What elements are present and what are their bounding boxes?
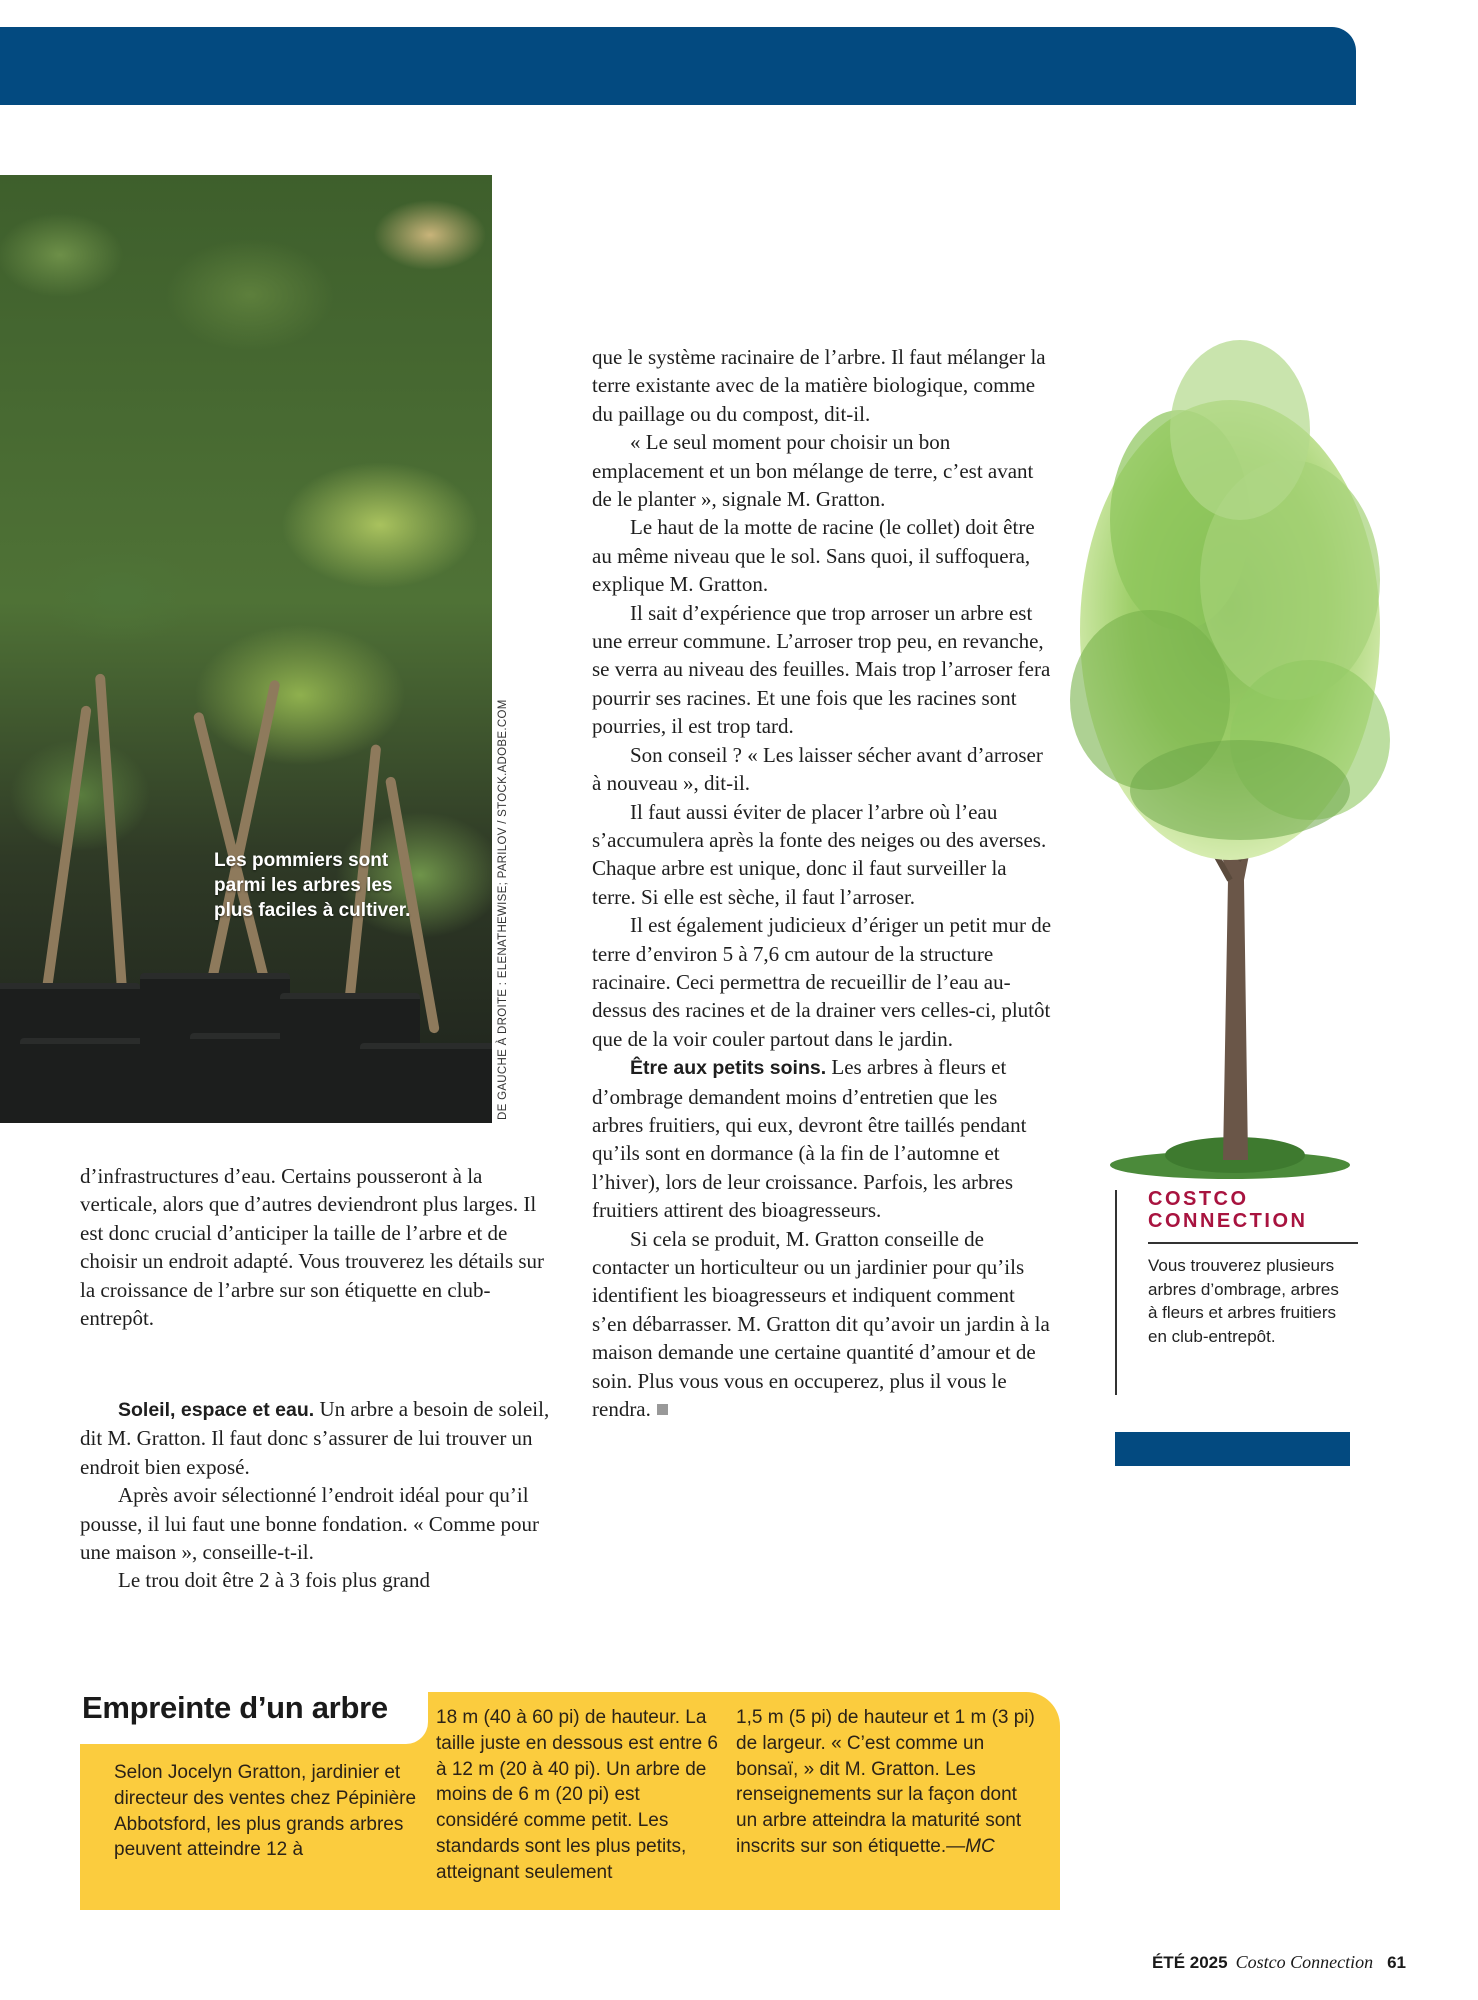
box-title: Empreinte d’un arbre xyxy=(82,1690,388,1725)
byline: —MC xyxy=(946,1835,995,1857)
paragraph: « Le seul moment pour choisir un bon emplacement et un bon mélange de terre, c’est avant de le planter », signale M. Gratton. xyxy=(592,430,1034,512)
sidebar-blue-bar xyxy=(1115,1432,1350,1466)
paragraph: Soleil, espace et eau. Un arbre a besoin de soleil, dit M. Gratton. Il faut donc s’assurer de lui trouver un endroit bien exposé. xyxy=(80,1397,550,1479)
section-lead-in: Être aux petits soins. xyxy=(630,1057,827,1080)
article-column-middle xyxy=(592,343,1052,1423)
paragraph: d’infrastructures d’eau. Certains pousseront à la verticale, alors que d’autres deviendront plus larges. Il est donc crucial d’anticiper la taille de l’arbre et de choisir un endroit adapté. Vous trouverez les détails sur la croissance de l’arbre sur son étiquette en club-entrepôt. xyxy=(80,1164,545,1331)
box-column-1: Selon Jocelyn Gratton, jardinier et directeur des ventes chez Pépinière Abbotsford, les plus grands arbres peuvent atteindre 12 à xyxy=(114,1762,417,1861)
paragraph: Son conseil ? « Les laisser sécher avant d’arroser à nouveau », dit-il. xyxy=(592,742,1043,796)
sidebar-rule xyxy=(1115,1190,1117,1395)
paragraph: Le haut de la motte de racine (le collet) doit être au même niveau que le sol. Sans quoi, il suffoquera, explique M. Gratton. xyxy=(592,515,1035,597)
paragraph: Le trou doit être 2 à 3 fois plus grand xyxy=(118,1568,431,1593)
pots-row xyxy=(0,923,492,1123)
tree-stem xyxy=(200,679,280,1014)
costco-connection-text: Vous trouverez plusieurs arbres d’ombrage, arbres à fleurs et arbres fruitiers en club-entrepôt. xyxy=(1148,1256,1339,1346)
paragraph: Être aux petits soins. Les arbres à fleurs et d’ombrage demandent moins d’entretien que les arbres fruitiers, qui eux, devront être taillés pendant qu’ils sont en dormance (à la fin de l’automne et l’hiver), lors de leur croissance. Parfois, les arbres fruitiers attirent des bioagresseurs. xyxy=(592,1055,1027,1223)
section-lead-in: Soleil, espace et eau. xyxy=(118,1399,315,1421)
tree-stem xyxy=(95,674,130,1034)
header-banner xyxy=(0,27,1356,105)
paragraph: Il faut aussi éviter de placer l’arbre où l’eau s’accumulera après la fonte des neiges ou des averses. Chaque arbre est unique, donc il faut surveiller la terre. Si elle est sèche, il faut l’arroser. xyxy=(592,799,1047,909)
photo-caption: Les pommiers sont parmi les arbres les plus faciles à cultiver. xyxy=(214,850,411,921)
paragraph: Il est également judicieux d’ériger un petit mur de terre d’environ 5 à 7,6 cm autour de la structure racinaire. Ceci permettra de recueillir de l’eau au-dessus des racines et de la drainer vers celles-ci, plutôt que de la voir couler partout dans le jardin. xyxy=(592,913,1052,1051)
paragraph: Il sait d’expérience que trop arroser un arbre est une erreur commune. L’arroser trop peu, en revanche, se verra au niveau des feuilles. Mais trop l’arroser fera pourrir ses racines. Et une fois que les racines sont pourries, il est trop tard. xyxy=(592,600,1051,739)
article-column-left-bottom xyxy=(80,1395,550,1595)
end-of-article-icon xyxy=(657,1404,668,1415)
box-column-2: 18 m (40 à 60 pi) de hauteur. La taille juste en dessous est entre 6 à 12 m (20 à 40 pi). Un arbre de moins de 6 m (20 pi) est considéré comme petit. Les standards sont les plus petits, atteignant seulement xyxy=(436,1707,719,1883)
apple-trees-photo xyxy=(0,175,492,1123)
tree-illustration xyxy=(1060,320,1420,1180)
paragraph: Après avoir sélectionné l’endroit idéal pour qu’il pousse, il lui faut une bonne fondation. « Comme pour une maison », conseille-t-il. xyxy=(80,1483,540,1565)
tree-stem xyxy=(40,705,92,1003)
box-column-3: 1,5 m (5 pi) de hauteur et 1 m (3 pi) de largeur. « C’est comme un bonsaï, » dit M. Gratton. Les renseignements sur la façon dont un arbre atteindra la maturité sont inscrits sur son étiquette.—MC xyxy=(736,1707,1035,1857)
article-column-left-top xyxy=(80,1162,550,1332)
plant-pot xyxy=(360,1043,492,1123)
paragraph: que le système racinaire de l’arbre. Il faut mélanger la terre existante avec de la matière biologique, comme du paillage ou du compost, dit-il. xyxy=(592,345,1046,426)
sidebar-divider xyxy=(1148,1242,1358,1244)
issue-season: ÉTÉ 2025 xyxy=(1151,1953,1228,1972)
magazine-name: Costco Connection xyxy=(1235,1952,1374,1972)
paragraph: Si cela se produit, M. Gratton conseille de contacter un horticulteur ou un jardinier pour qu’ils identifient les bioagresseurs et indiquent comment s’en débarrasser. M. Gratton dit qu’avoir un jardin à la maison demande une certaine quantité d’amour et de soin. Plus vous vous en occuperez, plus il vous le rendra. xyxy=(592,1226,1050,1422)
page-footer xyxy=(1152,1952,1406,1973)
photo-credit: DE GAUCHE À DROITE : ELENATHEWISE; PARILOV / STOCK.ADOBE.COM xyxy=(497,699,509,1120)
costco-connection-title: COSTCO CONNECTION xyxy=(1148,1188,1308,1232)
page-number: 61 xyxy=(1387,1953,1406,1972)
